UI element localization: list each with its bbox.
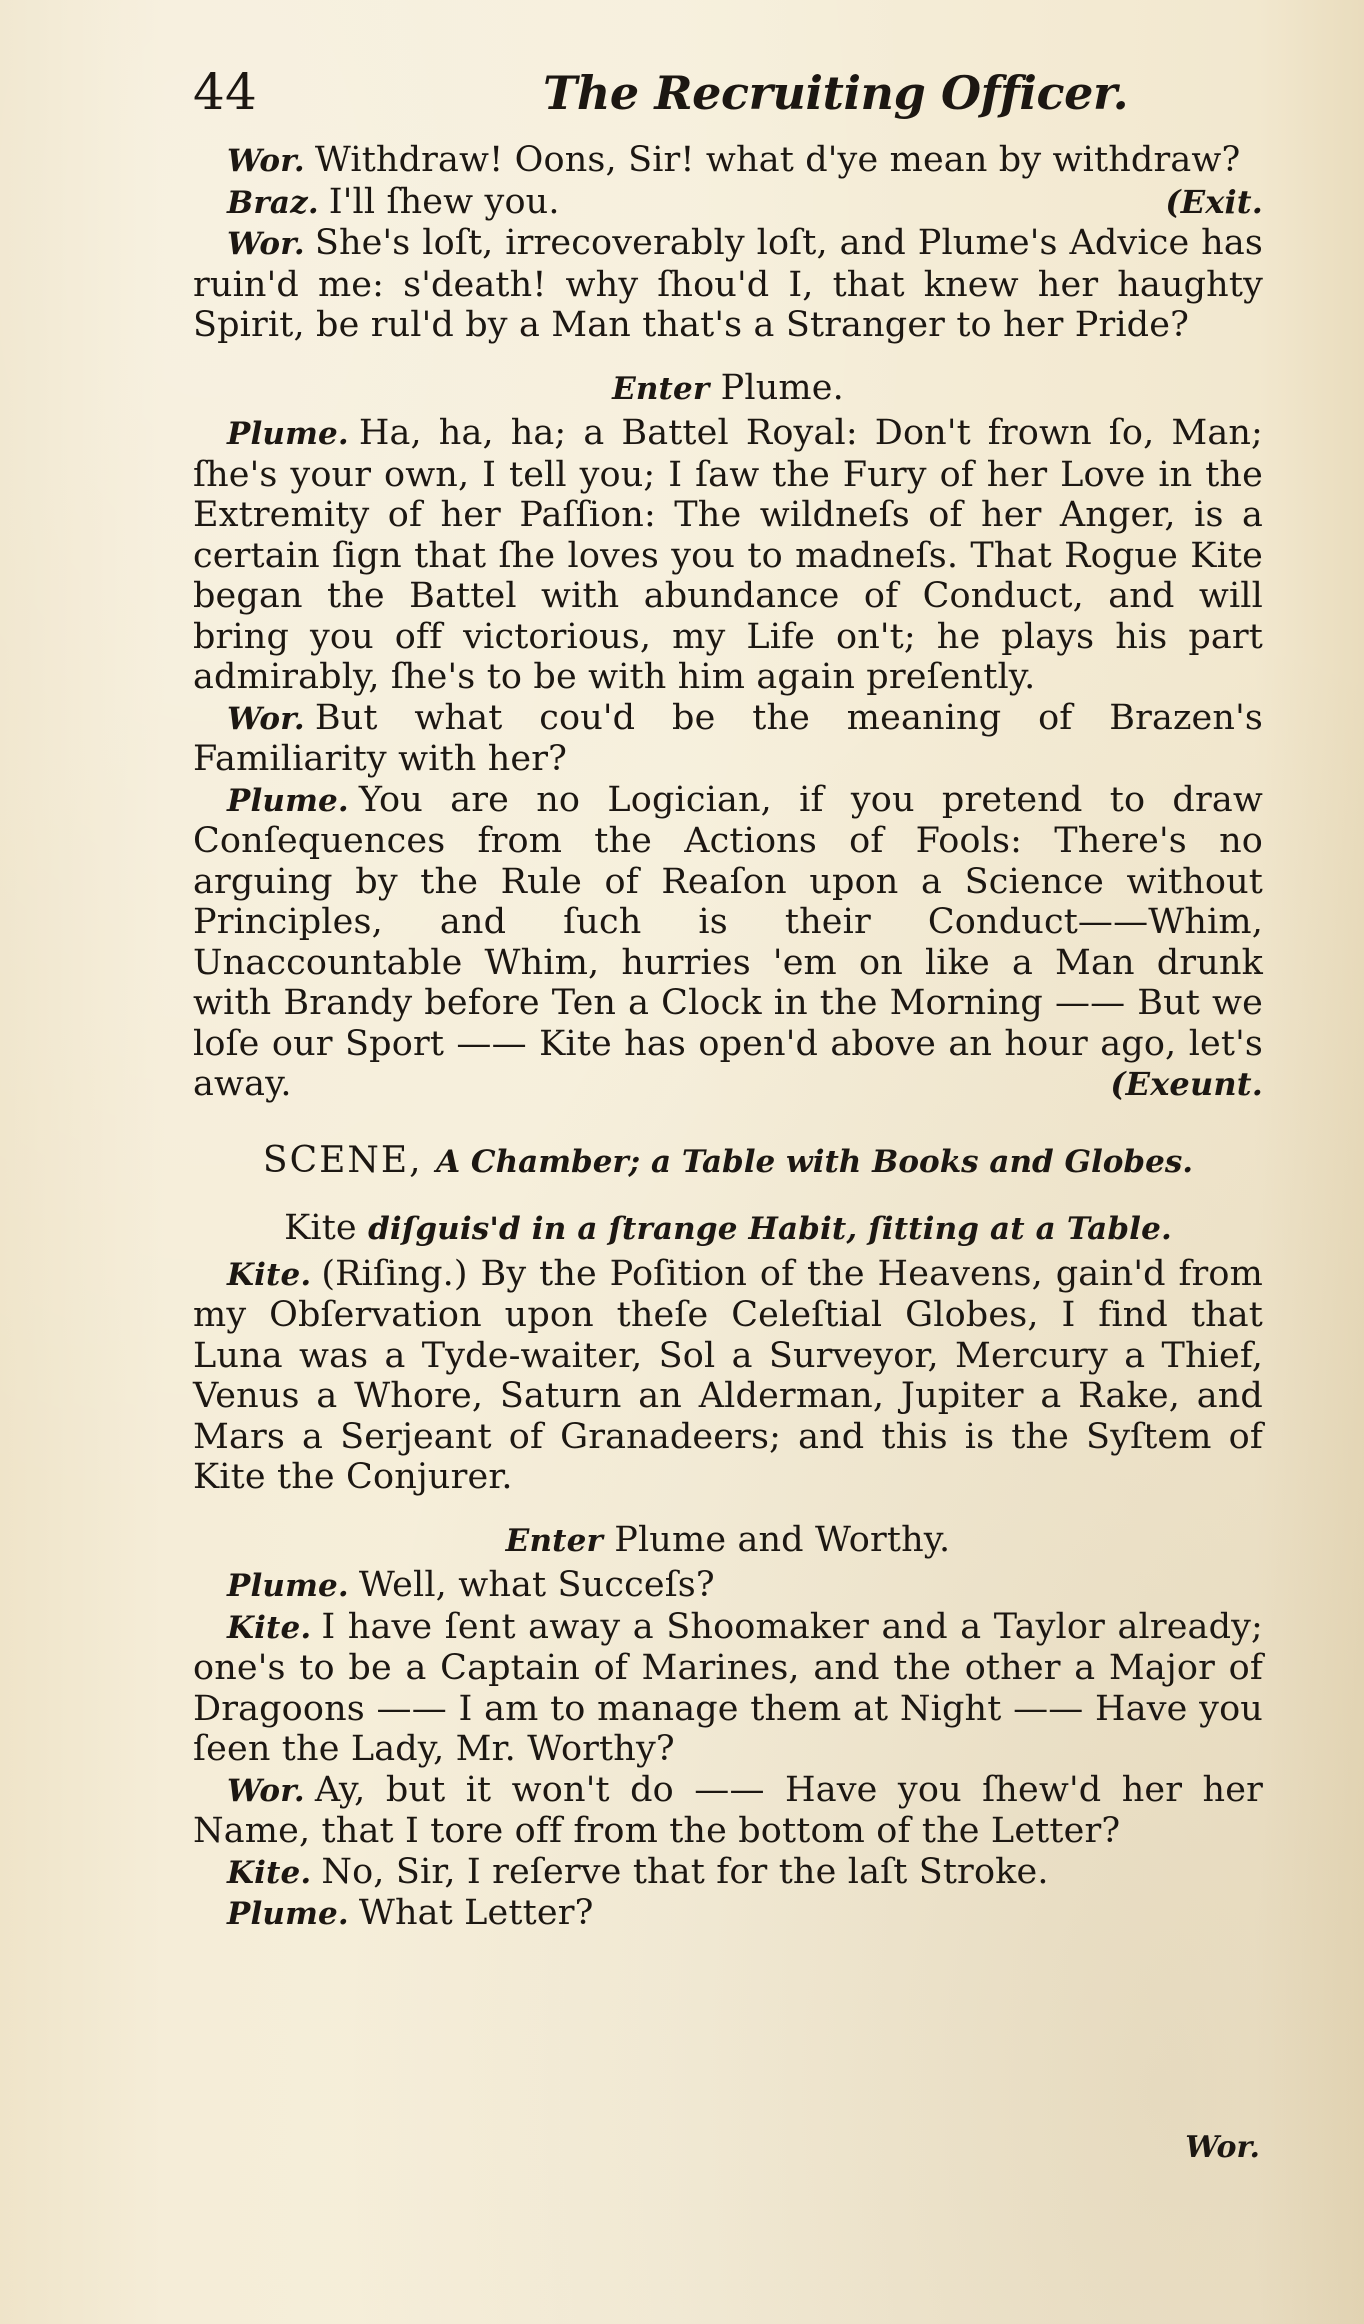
speaker-name: Braz. bbox=[227, 184, 319, 221]
speaker-name: Wor. bbox=[227, 1772, 305, 1809]
speech-block bbox=[193, 223, 1263, 346]
stage-direction-text: Plume and Worthy. bbox=[614, 1519, 951, 1560]
speech-block bbox=[193, 1852, 1263, 1894]
speech-block bbox=[193, 140, 1263, 182]
speech-block bbox=[193, 1893, 1263, 1935]
speech-text: Withdraw! Oons, Sir! what d'ye mean by withdraw? bbox=[314, 140, 1241, 180]
speaker-name: Wor. bbox=[227, 143, 305, 179]
page-header bbox=[193, 58, 1263, 126]
stage-direction-enter bbox=[193, 1520, 1263, 1562]
scene-label: SCENE, bbox=[262, 1139, 423, 1181]
speaker-name: Kite. bbox=[227, 1256, 312, 1293]
stage-direction-setting bbox=[193, 1208, 1263, 1250]
catchword: Wor. bbox=[1185, 2130, 1260, 2165]
speech-block bbox=[193, 182, 1263, 224]
speaker-name: Wor. bbox=[227, 226, 305, 262]
stage-direction-text: diſguis'd in a ſtrange Habit, ſitting at a Table. bbox=[368, 1211, 1172, 1247]
speech-block bbox=[193, 1254, 1263, 1498]
speech-text: You are no Logician, if you pretend to draw Conſequences from the Actions of Fools: There's no arguing by the Rule of Reaſon upon a Science without Principles, and ſuch is their Conduct——Whim, Unaccountable Whim, hurries 'em on like a Man drunk with Brandy before Ten a Clock in the Morning —— But we loſe our Sport —— Kite has open'd above an hour ago, let's away. bbox=[193, 779, 1263, 1104]
speaker-name: Kite. bbox=[227, 1854, 312, 1891]
scene-description: A Chamber; a Table with Books and Globes. bbox=[436, 1143, 1194, 1180]
stage-direction-prefix: Kite bbox=[284, 1208, 357, 1248]
speech-block bbox=[193, 413, 1263, 698]
speaker-name: Kite. bbox=[227, 1609, 312, 1646]
stage-direction-enter bbox=[193, 368, 1263, 410]
speaker-name: Wor. bbox=[227, 700, 305, 737]
running-title: The Recruiting Officer. bbox=[543, 66, 1129, 120]
page-number: 44 bbox=[193, 63, 257, 121]
stage-direction-text: Plume. bbox=[720, 367, 844, 408]
speech-block bbox=[193, 1565, 1263, 1607]
speech-text: Ay, but it won't do —— Have you ſhew'd her her Name, that I tore off from the bottom of the Letter? bbox=[193, 1769, 1263, 1851]
stage-direction-prefix: Enter bbox=[505, 1522, 603, 1559]
speech-text: But what cou'd be the meaning of Brazen's Familiarity with her? bbox=[193, 697, 1263, 779]
stage-direction-exeunt: (Exeunt. bbox=[1110, 1065, 1263, 1103]
speaker-name: Plume. bbox=[227, 1568, 349, 1604]
speech-text: I'll ſhew you. bbox=[328, 181, 560, 222]
speech-block bbox=[193, 780, 1263, 1105]
speaker-name: Plume. bbox=[227, 782, 349, 819]
speech-block bbox=[193, 698, 1263, 780]
page-text bbox=[193, 58, 1263, 1935]
speech-text: (Riſing.) By the Poſition of the Heavens, gain'd from my Obſervation upon theſe Celeſtial Globes, I find that Luna was a Tyde-waiter, Sol a Surveyor, Mercury a Thief, Venus a Whore, Saturn an Alderman, Jupiter a Rake, and Mars a Serjeant of Granadeers; and this is the Syſtem of Kite the Conjurer. bbox=[193, 1253, 1263, 1497]
speaker-name: Plume. bbox=[227, 1896, 349, 1932]
speech-text: Well, what Succeſs? bbox=[358, 1565, 715, 1605]
speech-block bbox=[193, 1607, 1263, 1770]
scene-heading bbox=[193, 1141, 1263, 1183]
speech-text: Ha, ha, ha; a Battel Royal: Don't frown ſo, Man; ſhe's your own, I tell you; I ſaw the Fury of her Love in the Extremity of her Paſſion: The wildneſs of her Anger, is a certain ſign that ſhe loves you to madneſs. That Rogue Kite began the Battel with abundance of Conduct, and will bring you off victorious, my Life on't; he plays his part admirably, ſhe's to be with him again preſently. bbox=[193, 413, 1263, 697]
speech-text: No, Sir, I reſerve that for the laſt Stroke. bbox=[321, 1851, 1049, 1892]
stage-direction-prefix: Enter bbox=[612, 370, 710, 407]
speech-text: What Letter? bbox=[358, 1893, 594, 1933]
speaker-name: Plume. bbox=[227, 416, 349, 452]
speech-text: I have ſent away a Shoomaker and a Taylor already; one's to be a Captain of Marines, and the other a Major of Dragoons —— I am to manage them at Night —— Have you ſeen the Lady, Mr. Worthy? bbox=[193, 1606, 1263, 1769]
speech-text: She's loſt, irrecoverably loſt, and Plume's Advice has ruin'd me: s'death! why ſhou'd I, that knew her haughty Spirit, be rul'd by a Man that's a Stranger to her Pride? bbox=[193, 223, 1263, 345]
speech-block bbox=[193, 1770, 1263, 1852]
stage-direction-exit: (Exit. bbox=[1165, 182, 1263, 221]
